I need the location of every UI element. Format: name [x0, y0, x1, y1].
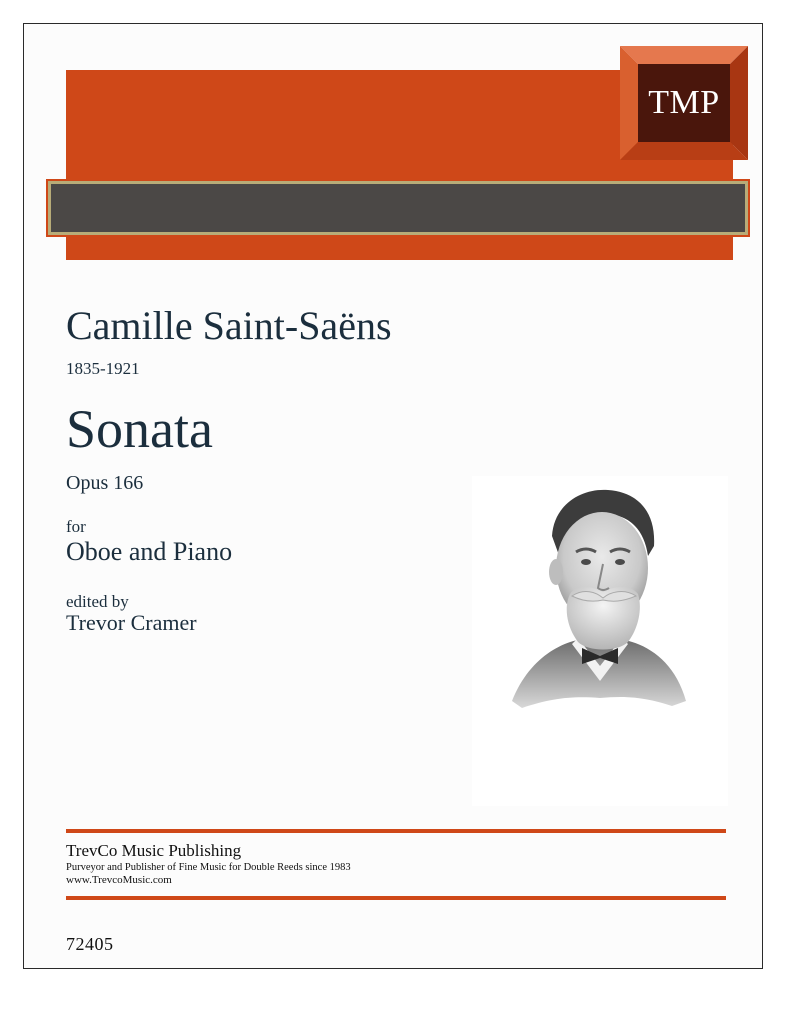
- publisher-name: TrevCo Music Publishing: [66, 841, 242, 860]
- opus-number: Opus 166: [66, 472, 144, 494]
- composer-portrait: [472, 476, 728, 806]
- footer-rule-bottom: [66, 896, 726, 900]
- publisher-website[interactable]: www.TrevcoMusic.com: [66, 874, 172, 886]
- editor-name: Trevor Cramer: [66, 610, 197, 635]
- logo-text: TMP: [648, 84, 720, 121]
- catalog-number: 72405: [66, 934, 114, 954]
- work-title: Sonata: [66, 399, 213, 459]
- instrumentation: Oboe and Piano: [66, 537, 233, 566]
- composer-dates: 1835-1921: [66, 359, 140, 378]
- tmp-logo: [620, 46, 748, 160]
- footer-rule-top: [66, 829, 726, 833]
- for-label: for: [66, 517, 86, 536]
- header-bar: [48, 181, 748, 235]
- portrait-icon: [472, 476, 728, 806]
- publisher-tagline: Purveyor and Publisher of Fine Music for Double Reeds since 1983: [66, 862, 351, 873]
- composer-name: Camille Saint-Saëns: [66, 303, 392, 348]
- edited-by-label: edited by: [66, 592, 129, 611]
